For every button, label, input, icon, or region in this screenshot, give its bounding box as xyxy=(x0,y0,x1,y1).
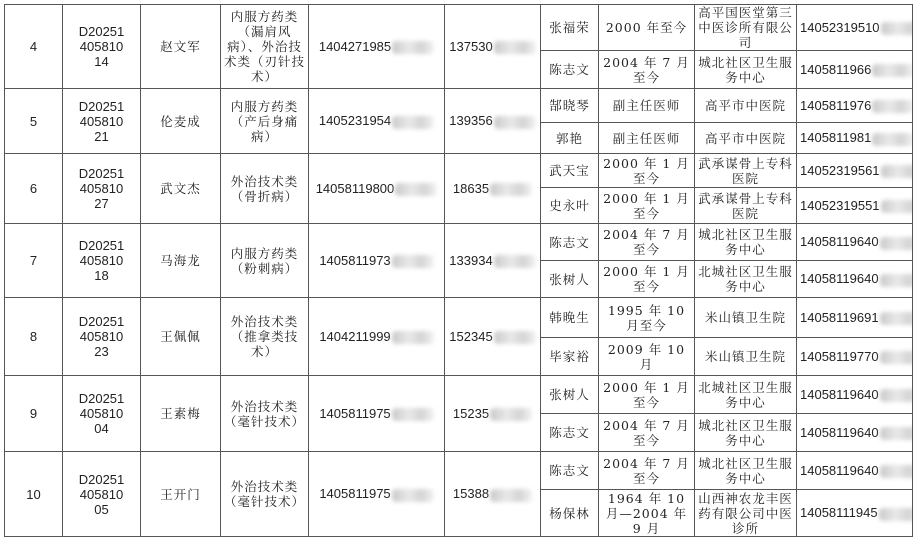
applicant-phone xyxy=(445,298,541,376)
applicant-phone xyxy=(445,5,541,89)
registration-code xyxy=(63,224,141,298)
table-row xyxy=(5,298,913,338)
mentor-time: 2000 年 1 月至今 xyxy=(599,261,695,298)
mentor-id-text: 14058119640 xyxy=(800,424,879,440)
row-number: 4 xyxy=(5,5,63,89)
mentor-name: 陈志文 xyxy=(541,414,599,452)
mentor-id-text: 14058111945 xyxy=(800,505,878,521)
mentor-time: 2004 年 7 月至今 xyxy=(599,452,695,490)
code-line: 18 xyxy=(94,268,109,283)
mentor-id xyxy=(797,261,913,298)
code-line: 405810 xyxy=(79,486,124,502)
code-line: D20251 xyxy=(78,314,125,329)
mentor-id-text: 14052319551 xyxy=(800,197,880,213)
mentor-id-text: 14058119770 xyxy=(800,348,879,364)
mentor-id-text: 14058119640 xyxy=(800,271,879,287)
redaction-blur xyxy=(881,200,913,213)
redaction-blur xyxy=(395,183,437,196)
applicant-phone-text: 18635 xyxy=(452,180,490,196)
code-line: 04 xyxy=(94,421,109,436)
code-line: 405810 xyxy=(79,329,124,344)
registration-code xyxy=(63,376,141,452)
redaction-blur xyxy=(880,427,913,440)
mentor-id-text: 1405811966 xyxy=(800,61,872,77)
redaction-blur xyxy=(494,116,536,129)
registration-code xyxy=(63,89,141,154)
code-line: 14 xyxy=(94,54,109,69)
code-line: D20251 xyxy=(78,98,125,114)
mentor-id xyxy=(797,5,913,51)
mentor-time: 2000 年 1 月至今 xyxy=(599,188,695,224)
code-line: 405810 xyxy=(79,253,124,268)
applicant-id xyxy=(309,224,445,298)
mentor-org: 米山镇卫生院 xyxy=(695,298,797,338)
registration-code xyxy=(63,452,141,537)
mentor-org: 北城社区卫生服务中心 xyxy=(695,376,797,414)
applicant-phone-text: 139356 xyxy=(449,113,493,129)
treatment-category: 内服方药类（漏肩风病）、外治技术类（刃针技术） xyxy=(221,5,309,89)
code-line: 05 xyxy=(94,501,109,517)
applicant-phone xyxy=(445,89,541,154)
applicant-name: 赵文军 xyxy=(141,5,221,89)
row-number: 10 xyxy=(5,452,63,537)
mentor-id xyxy=(797,452,913,490)
row-number: 5 xyxy=(5,89,63,154)
applicant-id-text: 14058119800 xyxy=(315,180,395,196)
applicant-phone-text: 152345 xyxy=(449,328,493,344)
mentor-time: 2004 年 7 月至今 xyxy=(599,224,695,261)
mentor-name: 张福荣 xyxy=(541,5,599,51)
mentor-id xyxy=(797,51,913,89)
mentor-name: 张树人 xyxy=(541,261,599,298)
mentor-name: 武天宝 xyxy=(541,154,599,188)
table-row xyxy=(5,154,913,188)
mentor-time: 1964 年 10 月—2004 年 9 月 xyxy=(599,490,695,537)
code-line: D20251 xyxy=(78,24,125,39)
mentor-org: 高平市中医院 xyxy=(695,123,797,154)
mentor-org: 城北社区卫生服务中心 xyxy=(695,414,797,452)
mentor-id-text: 14052319561 xyxy=(800,162,880,178)
mentor-org: 山西神农龙丰医药有限公司中医诊所 xyxy=(695,490,797,537)
mentor-id xyxy=(797,224,913,261)
redaction-blur xyxy=(392,116,434,129)
applicant-id-text: 1405811973 xyxy=(319,252,391,268)
redaction-blur xyxy=(392,331,434,344)
table-row xyxy=(5,5,913,51)
code-line: 405810 xyxy=(79,113,124,129)
mentor-time: 副主任医师 xyxy=(599,89,695,123)
redaction-blur xyxy=(880,465,913,478)
mentor-org: 武承谋骨上专科医院 xyxy=(695,154,797,188)
mentor-name: 杨保林 xyxy=(541,490,599,537)
mentor-org: 城北社区卫生服务中心 xyxy=(695,51,797,89)
mentor-id xyxy=(797,188,913,224)
mentor-name: 郭艳 xyxy=(541,123,599,154)
redaction-blur xyxy=(494,331,536,344)
applicant-id-text: 1405811975 xyxy=(319,405,391,421)
mentor-org: 北城社区卫生服务中心 xyxy=(695,261,797,298)
row-number: 9 xyxy=(5,376,63,452)
applicant-id-text: 1404271985 xyxy=(318,38,392,54)
mentor-time: 1995 年 10 月至今 xyxy=(599,298,695,338)
mentor-org: 城北社区卫生服务中心 xyxy=(695,224,797,261)
registration-table xyxy=(4,4,913,537)
mentor-id xyxy=(797,338,913,376)
mentor-org: 高平国医堂第三中医诊所有限公司 xyxy=(695,5,797,51)
mentor-id-text: 14058119640 xyxy=(800,234,879,250)
mentor-name: 史永叶 xyxy=(541,188,599,224)
redaction-blur xyxy=(879,508,913,521)
redaction-blur xyxy=(880,389,913,402)
registration-code xyxy=(63,298,141,376)
redaction-blur xyxy=(494,41,536,54)
applicant-id xyxy=(309,154,445,224)
redaction-blur xyxy=(392,41,434,54)
code-line: 405810 xyxy=(79,181,124,196)
table-row xyxy=(5,452,913,490)
registration-code xyxy=(63,5,141,89)
code-line: 405810 xyxy=(79,406,124,421)
redaction-blur xyxy=(880,351,913,364)
mentor-time: 2004 年 7 月至今 xyxy=(599,414,695,452)
mentor-time: 2004 年 7 月至今 xyxy=(599,51,695,89)
applicant-phone-text: 137530 xyxy=(449,38,493,54)
redaction-blur xyxy=(392,408,434,421)
applicant-name: 伦麦成 xyxy=(141,89,221,154)
redaction-blur xyxy=(880,312,913,325)
mentor-id xyxy=(797,89,913,123)
code-line: D20251 xyxy=(78,391,125,406)
applicant-phone xyxy=(445,224,541,298)
applicant-name: 王素梅 xyxy=(141,376,221,452)
mentor-org: 武承谋骨上专科医院 xyxy=(695,188,797,224)
row-number: 6 xyxy=(5,154,63,224)
mentor-name: 陈志文 xyxy=(541,452,599,490)
treatment-category: 外治技术类（毫针技术） xyxy=(221,452,309,537)
applicant-name: 马海龙 xyxy=(141,224,221,298)
redaction-blur xyxy=(881,22,913,35)
redaction-blur xyxy=(872,64,912,77)
applicant-phone-text: 15388 xyxy=(452,486,490,502)
treatment-category: 外治技术类（骨折病） xyxy=(221,154,309,224)
mentor-time: 2009 年 10 月 xyxy=(599,338,695,376)
redaction-blur xyxy=(392,489,434,502)
mentor-id-text: 14058119640 xyxy=(800,386,879,402)
table-row xyxy=(5,376,913,414)
code-line: D20251 xyxy=(78,238,125,253)
applicant-phone xyxy=(445,154,541,224)
mentor-id xyxy=(797,298,913,338)
code-line: D20251 xyxy=(78,471,125,487)
redaction-blur xyxy=(494,255,536,268)
applicant-phone xyxy=(445,376,541,452)
applicant-name: 王佩佩 xyxy=(141,298,221,376)
mentor-id-text: 14058119640 xyxy=(800,462,879,478)
mentor-id xyxy=(797,376,913,414)
code-line: 21 xyxy=(94,128,109,144)
mentor-time: 2000 年 1 月至今 xyxy=(599,376,695,414)
mentor-id-text: 1405811976 xyxy=(800,97,872,113)
applicant-phone xyxy=(445,452,541,537)
mentor-id-text: 14058119691 xyxy=(800,309,879,325)
mentor-name: 陈志文 xyxy=(541,51,599,89)
applicant-id xyxy=(309,89,445,154)
mentor-id-text: 1405811981 xyxy=(800,130,872,146)
table-body xyxy=(5,5,913,537)
mentor-name: 韩晚生 xyxy=(541,298,599,338)
applicant-phone-text: 15235 xyxy=(452,405,490,421)
mentor-id xyxy=(797,414,913,452)
table-row xyxy=(5,89,913,123)
redaction-blur xyxy=(392,255,434,268)
mentor-name: 毕家裕 xyxy=(541,338,599,376)
mentor-time: 2000 年 1 月至今 xyxy=(599,154,695,188)
applicant-id-text: 1404211999 xyxy=(319,328,391,344)
mentor-time: 2000 年至今 xyxy=(599,5,695,51)
applicant-id xyxy=(309,452,445,537)
mentor-org: 城北社区卫生服务中心 xyxy=(695,452,797,490)
redaction-blur xyxy=(872,100,912,113)
registration-code xyxy=(63,154,141,224)
code-line: 27 xyxy=(94,196,109,211)
code-line: 405810 xyxy=(79,39,124,54)
applicant-name: 王开门 xyxy=(141,452,221,537)
redaction-blur xyxy=(880,237,913,250)
mentor-name: 郜晓琴 xyxy=(541,89,599,123)
row-number: 7 xyxy=(5,224,63,298)
table-row xyxy=(5,224,913,261)
mentor-time: 副主任医师 xyxy=(599,123,695,154)
mentor-id xyxy=(797,154,913,188)
treatment-category: 内服方药类（粉刺病） xyxy=(221,224,309,298)
treatment-category: 外治技术类（毫针技术） xyxy=(221,376,309,452)
applicant-name: 武文杰 xyxy=(141,154,221,224)
redaction-blur xyxy=(490,489,532,502)
applicant-id xyxy=(309,5,445,89)
applicant-id xyxy=(309,298,445,376)
applicant-id-text: 1405811975 xyxy=(319,486,391,502)
redaction-blur xyxy=(881,165,913,178)
code-line: D20251 xyxy=(78,166,125,181)
redaction-blur xyxy=(490,183,532,196)
mentor-org: 米山镇卫生院 xyxy=(695,338,797,376)
mentor-id xyxy=(797,123,913,154)
treatment-category: 外治技术类（推拿类技术） xyxy=(221,298,309,376)
row-number: 8 xyxy=(5,298,63,376)
redaction-blur xyxy=(880,274,913,287)
mentor-id-text: 14052319510 xyxy=(800,19,880,35)
applicant-id-text: 1405231954 xyxy=(318,113,392,129)
applicant-id xyxy=(309,376,445,452)
mentor-name: 陈志文 xyxy=(541,224,599,261)
mentor-id xyxy=(797,490,913,537)
applicant-phone-text: 133934 xyxy=(449,252,493,268)
treatment-category: 内服方药类（产后身痛病） xyxy=(221,89,309,154)
code-line: 23 xyxy=(94,344,109,359)
redaction-blur xyxy=(872,133,912,146)
mentor-name: 张树人 xyxy=(541,376,599,414)
mentor-org: 高平市中医院 xyxy=(695,89,797,123)
redaction-blur xyxy=(490,408,532,421)
